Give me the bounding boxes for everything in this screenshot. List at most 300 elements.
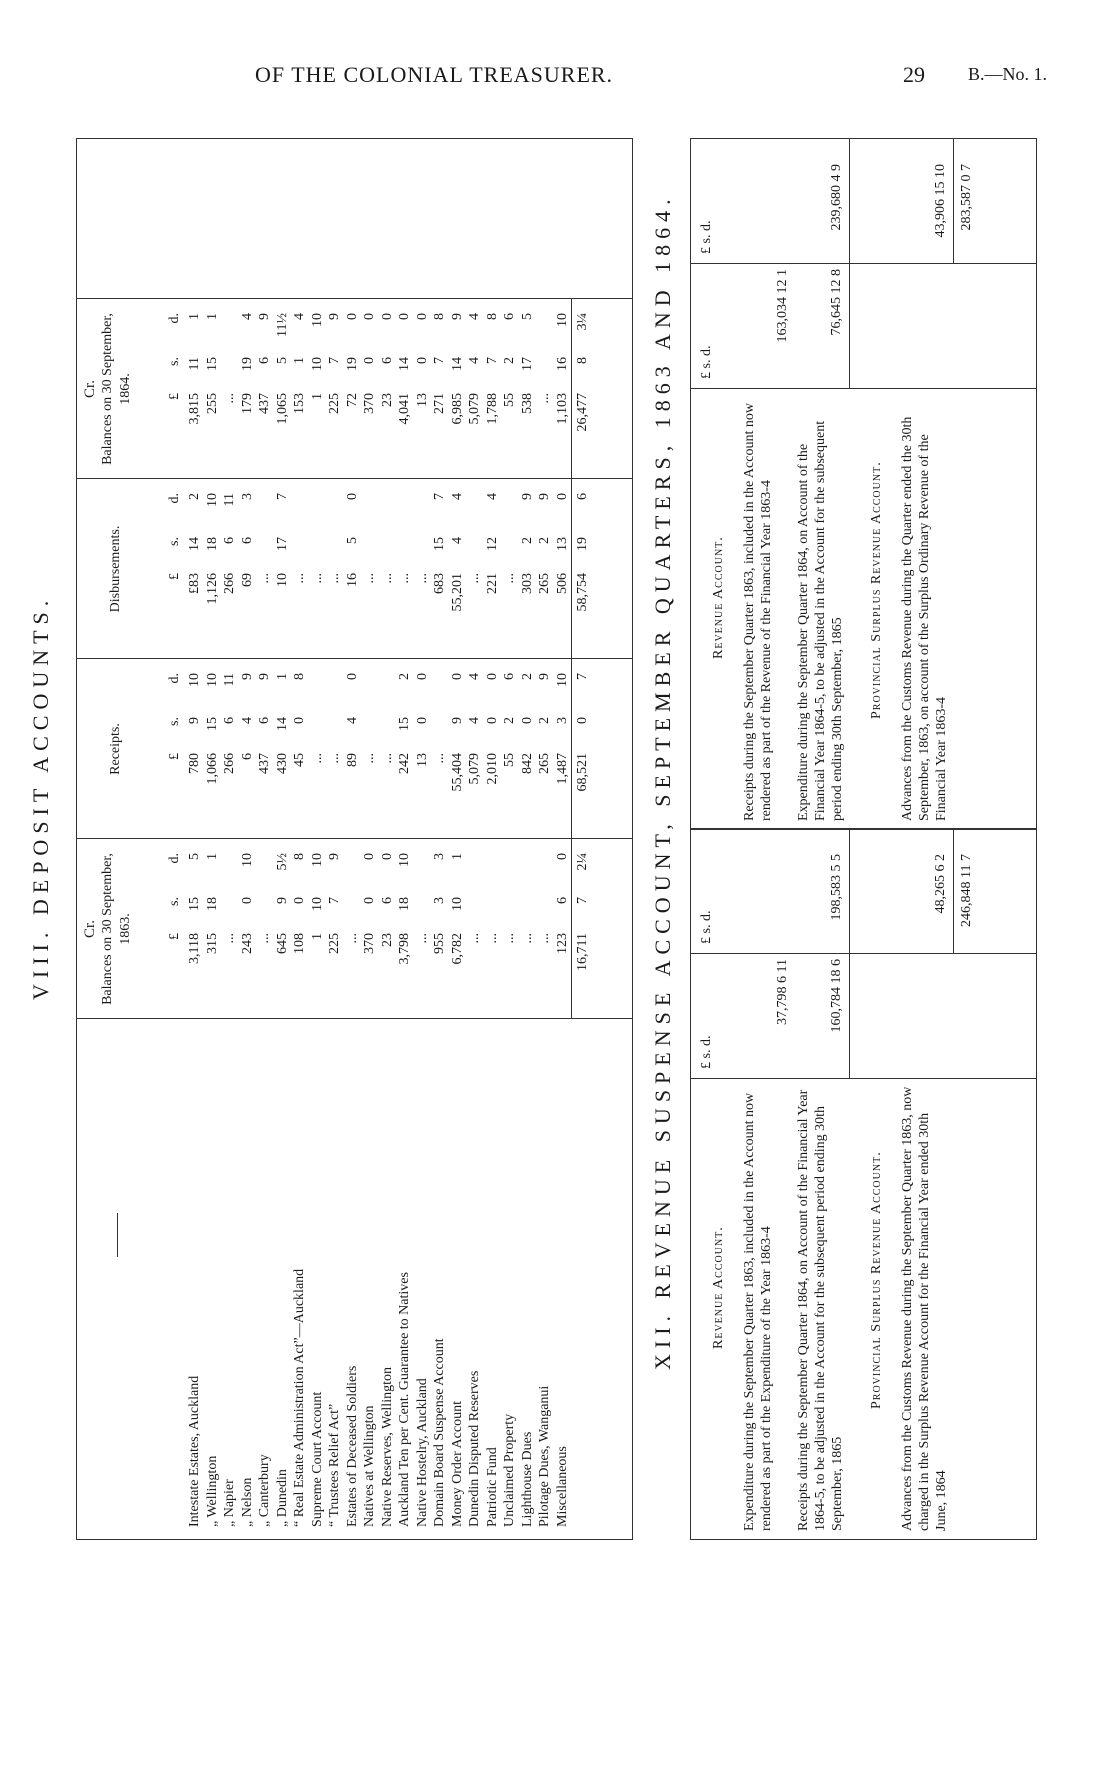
shillings: 10	[309, 357, 325, 371]
pounds: 303	[519, 573, 535, 594]
shillings: 17	[274, 537, 290, 551]
pounds: ...	[537, 393, 552, 404]
deposit-accounts-table	[76, 138, 633, 1540]
column-divider	[691, 388, 1036, 389]
account-name: Auckland Ten per Cent. Guarantee to Natives	[397, 1272, 412, 1527]
shillings: 5	[344, 537, 360, 544]
pounds: ...	[379, 753, 395, 764]
pounds: 123	[554, 933, 570, 954]
shillings: 6	[222, 717, 237, 724]
pounds: 55	[502, 753, 517, 767]
shillings: 1	[292, 357, 307, 364]
shillings: 2	[537, 717, 552, 724]
pounds: 89	[344, 753, 360, 767]
pence: 6	[575, 493, 590, 500]
suspense-item-amount: 160,784 18 6	[829, 959, 844, 1033]
shillings: 2	[537, 537, 552, 544]
shillings: 15	[187, 897, 202, 911]
pounds: 16,711	[575, 933, 590, 971]
pence: 10	[554, 313, 570, 327]
shillings: 19	[239, 357, 255, 371]
pence: 0	[554, 853, 570, 860]
pence: 8	[484, 313, 500, 320]
pounds: 955	[432, 933, 447, 954]
pounds: 55,201	[449, 573, 465, 612]
pounds: 255	[204, 393, 220, 414]
pounds: 72	[344, 393, 360, 407]
pence: 6	[502, 673, 517, 680]
pence: 11	[222, 673, 237, 687]
rotated-page-content	[20, 115, 1068, 1700]
pence: 4	[292, 313, 307, 320]
pence: 9	[327, 853, 342, 860]
pounds: ...	[519, 933, 535, 944]
shillings: 10	[309, 897, 325, 911]
pence: 10	[204, 493, 220, 507]
pence: 2	[397, 673, 412, 680]
pounds: ...	[344, 933, 360, 944]
pounds: £	[167, 753, 182, 760]
units-label: £ s. d.	[699, 910, 714, 944]
shillings: 0	[239, 897, 255, 904]
suspense-item-text: Receipts during the September Quarter 1864, on Account of the Financial Year 1864-5, to be adjusted in the Account for the subsequent period ending 30th September, 1865	[796, 1089, 845, 1531]
shillings: 0	[362, 897, 377, 904]
pounds: ...	[484, 933, 500, 944]
pence: 0	[379, 313, 395, 320]
pounds: 842	[519, 753, 535, 774]
account-name: Domain Board Suspense Account	[432, 1338, 447, 1527]
pounds: 179	[239, 393, 255, 414]
pounds: 437	[257, 393, 272, 414]
account-name: Dunedin Disputed Reserves	[467, 1370, 482, 1527]
shillings: 15	[204, 717, 220, 731]
suspense-item-text: Advances from the Customs Revenue during the Quarter ended the 30th September, 1863, on account of the Surplus Ordinary Revenue of the Financial Year 1863-4	[900, 416, 949, 821]
pounds: 3,798	[397, 933, 412, 965]
suspense-total: 283,587 0 7	[959, 164, 974, 231]
units-label: £ s. d.	[699, 1035, 714, 1069]
account-name: „ Napier	[222, 1479, 237, 1527]
pounds: ...	[257, 933, 272, 944]
total-rule	[953, 829, 954, 954]
pence: 2¼	[575, 853, 590, 871]
shillings: 7	[432, 357, 447, 364]
shillings: 6	[239, 537, 255, 544]
pence: 0	[484, 673, 500, 680]
pounds: 1	[309, 933, 325, 940]
shillings: 10	[449, 897, 465, 911]
pence: 4	[239, 313, 255, 320]
pence: 1	[449, 853, 465, 860]
shillings: 9	[449, 717, 465, 724]
account-name: Native Reserves, Wellington	[379, 1367, 395, 1527]
pence: d.	[167, 313, 182, 324]
pounds: 271	[432, 393, 447, 414]
pounds: 68,521	[575, 753, 590, 792]
shillings: 17	[519, 357, 535, 371]
pounds: 108	[292, 933, 307, 954]
shillings: 16	[554, 357, 570, 371]
pounds: ...	[362, 753, 377, 764]
col-label: Balances on 30 September, 1864.	[100, 313, 133, 465]
pounds: 6,985	[449, 393, 465, 425]
pounds: 69	[239, 573, 255, 587]
account-name: Natives at Wellington	[362, 1405, 377, 1527]
pence: 7	[432, 493, 447, 500]
pence: d.	[167, 673, 182, 684]
subtotal-rule	[849, 829, 850, 1079]
provincial-account-heading: Provincial Surplus Revenue Account.	[869, 1151, 884, 1409]
shillings: 9	[274, 897, 290, 904]
column-divider	[691, 1078, 1036, 1079]
pence: 2	[519, 673, 535, 680]
pence: 9	[239, 673, 255, 680]
pence: 0	[362, 313, 377, 320]
shillings: 6	[554, 897, 570, 904]
pounds: 55,404	[449, 753, 465, 792]
column-divider	[691, 953, 1036, 954]
account-name: Estates of Deceased Soldiers	[344, 1365, 360, 1527]
pounds: ...	[502, 573, 517, 584]
account-name: „ Canterbury	[257, 1454, 272, 1527]
pence: 10	[554, 673, 570, 687]
suspense-subtotal: 198,583 5 5	[829, 854, 844, 921]
page-number: 29	[903, 62, 925, 87]
total-rule	[571, 299, 572, 1019]
pence: 4	[467, 673, 482, 680]
shillings: 2	[519, 537, 535, 544]
account-name: „ Dunedin	[274, 1469, 290, 1527]
shillings: 14	[274, 717, 290, 731]
account-name: “ Trustees Relief Act”	[327, 1403, 342, 1527]
shillings: 7	[484, 357, 500, 364]
account-name: „ Wellington	[204, 1455, 220, 1527]
pence: 0	[344, 313, 360, 320]
pounds: 4,041	[397, 393, 412, 425]
shillings: 19	[344, 357, 360, 371]
pounds: 645	[274, 933, 290, 954]
pounds: ...	[414, 573, 430, 584]
pence: 9	[257, 673, 272, 680]
pence: 0	[344, 493, 360, 500]
shillings: 7	[327, 897, 342, 904]
pounds: ...	[292, 573, 307, 584]
shillings: 15	[204, 357, 220, 371]
units-label: £ s. d.	[699, 220, 714, 254]
shillings: 7	[327, 357, 342, 364]
shillings: 19	[575, 537, 590, 551]
pounds: 265	[537, 753, 552, 774]
account-name: Lighthouse Dues	[519, 1431, 535, 1527]
pounds: 1	[309, 393, 325, 400]
pence: 5½	[274, 853, 290, 871]
shillings: 8	[575, 357, 590, 364]
pounds: 266	[222, 753, 237, 774]
shillings: 0	[519, 717, 535, 724]
pounds: 242	[397, 753, 412, 774]
pounds: 225	[327, 393, 342, 414]
pounds: 23	[379, 393, 395, 407]
shillings: 5	[274, 357, 290, 364]
pence: 0	[414, 673, 430, 680]
col-label: Receipts.	[108, 723, 123, 775]
pence: 11	[222, 493, 237, 507]
account-name: Pilotage Dues, Wanganui	[537, 1385, 552, 1527]
pence: 0	[344, 673, 360, 680]
pence: 1	[274, 673, 290, 680]
deposit-total-row	[575, 139, 605, 1539]
shillings: 6	[379, 897, 395, 904]
pounds: ...	[327, 573, 342, 584]
shillings: 6	[379, 357, 395, 364]
shillings: 15	[432, 537, 447, 551]
pence: 8	[432, 313, 447, 320]
pounds: 1,103	[554, 393, 570, 425]
pounds: 221	[484, 573, 500, 594]
pounds: 13	[414, 753, 430, 767]
pounds: 1,126	[204, 573, 220, 605]
pounds: 437	[257, 753, 272, 774]
pence: 9	[519, 493, 535, 500]
col-balances-1864	[77, 299, 167, 479]
pounds: 315	[204, 933, 220, 954]
account-name: Money Order Account	[449, 1401, 465, 1527]
cr-label: Cr.	[82, 380, 98, 398]
pounds: 430	[274, 753, 290, 774]
revenue-account-heading: Revenue Account.	[711, 536, 726, 659]
col-label: Disbursements.	[108, 525, 123, 613]
pounds: 6,782	[449, 933, 465, 965]
pounds: 1,788	[484, 393, 500, 425]
account-name: Miscellaneous	[554, 1446, 570, 1527]
pounds: 1,066	[204, 753, 220, 785]
shillings: 14	[449, 357, 465, 371]
pounds: 243	[239, 933, 255, 954]
units-label: £ s. d.	[699, 345, 714, 379]
suspense-total: 246,848 11 7	[959, 854, 974, 927]
shillings: 0	[292, 717, 307, 724]
pence: 9	[327, 313, 342, 320]
pence: 9	[449, 313, 465, 320]
account-name: Native Hostelry, Auckland	[414, 1378, 430, 1527]
shillings: 7	[575, 897, 590, 904]
pence: 10	[239, 853, 255, 867]
total-rule	[953, 139, 954, 264]
shillings: 9	[187, 717, 202, 724]
pounds: 1,065	[274, 393, 290, 425]
document-reference: B.—No. 1.	[968, 64, 1048, 84]
pence: 10	[204, 673, 220, 687]
pounds: 55	[502, 393, 517, 407]
pence: 11½	[274, 313, 290, 337]
pounds: 266	[222, 573, 237, 594]
pounds: ...	[502, 933, 517, 944]
pence: 0	[414, 313, 430, 320]
pounds: 3,815	[187, 393, 202, 425]
shillings: 14	[397, 357, 412, 371]
suspense-item-text: Expenditure during the September Quarter 1863, included in the Account now rendered as part of the Expenditure of the Year 1863-4	[742, 1092, 774, 1531]
shillings: 0	[414, 357, 430, 364]
shillings: 6	[257, 357, 272, 364]
pounds: ...	[467, 933, 482, 944]
pounds: 5,079	[467, 753, 482, 785]
pounds: £83	[187, 573, 202, 594]
pence: 3	[432, 853, 447, 860]
shillings: 18	[204, 897, 220, 911]
pounds: ...	[362, 573, 377, 584]
col-label: Balances on 30 September, 1863.	[100, 853, 133, 1005]
pence: d.	[167, 853, 182, 864]
col-balances-1863	[77, 839, 167, 1019]
pounds: 370	[362, 393, 377, 414]
pounds: 13	[414, 393, 430, 407]
page-title: OF THE COLONIAL TREASURER.	[255, 62, 614, 87]
blank-heading-rule	[117, 1213, 118, 1257]
pounds: ...	[327, 753, 342, 764]
suspense-item-amount: 76,645 12 8	[829, 269, 844, 336]
shillings: s.	[167, 357, 182, 366]
shillings: 12	[484, 537, 500, 551]
pounds: 10	[274, 573, 290, 587]
pounds: 153	[292, 393, 307, 414]
account-name: Supreme Court Account	[309, 1391, 325, 1527]
pence: 10	[309, 853, 325, 867]
shillings: 0	[484, 717, 500, 724]
pounds: 225	[327, 933, 342, 954]
pounds: ...	[257, 573, 272, 584]
deposit-accounts-title: VIII. DEPOSIT ACCOUNTS.	[28, 594, 53, 1000]
pence: 7	[575, 673, 590, 680]
account-name: Patriotic Fund	[484, 1447, 500, 1527]
account-name: “ Real Estate Administration Act”—Auckland	[292, 1268, 307, 1527]
pounds: 26,477	[575, 393, 590, 432]
account-name: Intestate Estates, Auckland	[187, 1375, 202, 1527]
pounds: ...	[222, 933, 237, 944]
shillings: 0	[575, 717, 590, 724]
shillings: s.	[167, 537, 182, 546]
suspense-item-amount: 37,798 6 11	[775, 959, 790, 1025]
pounds: ...	[537, 933, 552, 944]
pence: 10	[309, 313, 325, 327]
pence: 0	[379, 853, 395, 860]
shillings: 0	[362, 357, 377, 364]
pence: 3	[239, 493, 255, 500]
suspense-item-amount: 48,265 6 2	[933, 854, 948, 914]
column-divider	[691, 263, 1036, 264]
shillings: 18	[397, 897, 412, 911]
pence: 4	[449, 493, 465, 500]
pounds: ...	[309, 753, 325, 764]
pence: 5	[187, 853, 202, 860]
revenue-suspense-title: XII. REVENUE SUSPENSE ACCOUNT, SEPTEMBER QUARTERS, 1863 AND 1864.	[650, 193, 675, 1370]
pence: 1	[187, 313, 202, 320]
pence: 9	[537, 493, 552, 500]
pence: 1	[204, 853, 220, 860]
suspense-item-amount: 163,034 12 1	[775, 269, 790, 343]
shillings: 13	[554, 537, 570, 551]
suspense-item-text: Expenditure during the September Quarter 1864, on Account of the Financial Year 1864-5, to be adjusted in the Account for the subsequent period ending 30th September, 1865	[796, 420, 845, 821]
provincial-account-heading: Provincial Surplus Revenue Account.	[869, 461, 884, 719]
pence: 4	[484, 493, 500, 500]
pounds: ...	[222, 393, 237, 404]
pounds: 16	[344, 573, 360, 587]
subtotal-rule	[849, 139, 850, 389]
pounds: 58,754	[575, 573, 590, 612]
pounds: 2,010	[484, 753, 500, 785]
shillings: 2	[502, 357, 517, 364]
pence: 3¼	[575, 313, 590, 331]
shillings: 3	[432, 897, 447, 904]
pounds: 3,118	[187, 933, 202, 964]
suspense-item-amount: 43,906 15 10	[933, 164, 948, 238]
pence: 10	[397, 853, 412, 867]
pounds: 780	[187, 753, 202, 774]
shillings: 4	[467, 717, 482, 724]
pence: d.	[167, 493, 182, 504]
pounds: ...	[379, 573, 395, 584]
pounds: ...	[397, 573, 412, 584]
pounds: 23	[379, 933, 395, 947]
pence: 9	[257, 313, 272, 320]
shillings: 14	[187, 537, 202, 551]
pence: 2	[187, 493, 202, 500]
pence: 7	[274, 493, 290, 500]
pence: 6	[502, 313, 517, 320]
pence: 0	[397, 313, 412, 320]
shillings: 0	[414, 717, 430, 724]
cr-label: Cr.	[82, 920, 98, 938]
suspense-subtotal: 239,680 4 9	[829, 164, 844, 231]
shillings: 0	[292, 897, 307, 904]
pounds: ...	[432, 753, 447, 764]
pounds: ...	[467, 573, 482, 584]
account-name: „ Nelson	[239, 1477, 255, 1527]
pence: 8	[292, 673, 307, 680]
account-name: Unclaimed Property	[502, 1413, 517, 1527]
pounds: ...	[414, 933, 430, 944]
pounds: £	[167, 393, 182, 400]
pounds: 6	[239, 753, 255, 760]
pounds: 538	[519, 393, 535, 414]
pence: 8	[292, 853, 307, 860]
suspense-item-text: Receipts during the September Quarter 1863, included in the Account now rendered as part of the Revenue of the Financial Year 1863-4	[742, 403, 774, 821]
shillings: 6	[222, 537, 237, 544]
pence: 10	[187, 673, 202, 687]
pounds: ...	[309, 573, 325, 584]
shillings: 2	[502, 717, 517, 724]
pence: 1	[204, 313, 220, 320]
shillings: 18	[204, 537, 220, 551]
shillings: 4	[449, 537, 465, 544]
shillings: 4	[344, 717, 360, 724]
suspense-item-text: Advances from the Customs Revenue during the September Quarter 1863, now charged in the Surplus Revenue Account for the Financial Year ended 30th June, 1864	[900, 1086, 949, 1531]
shillings: 4	[239, 717, 255, 724]
pounds: 506	[554, 573, 570, 594]
shillings: 6	[257, 717, 272, 724]
shillings: 3	[554, 717, 570, 724]
pounds: 5,079	[467, 393, 482, 425]
pounds: 1,487	[554, 753, 570, 785]
pence: 0	[449, 673, 465, 680]
page-header	[0, 62, 1114, 92]
suspense-debit-side	[690, 828, 1037, 1540]
pence: 0	[362, 853, 377, 860]
pounds: 683	[432, 573, 447, 594]
pounds: 370	[362, 933, 377, 954]
revenue-account-heading: Revenue Account.	[711, 1226, 726, 1349]
pounds: 45	[292, 753, 307, 767]
shillings: s.	[167, 717, 182, 726]
shillings: 11	[187, 357, 202, 371]
